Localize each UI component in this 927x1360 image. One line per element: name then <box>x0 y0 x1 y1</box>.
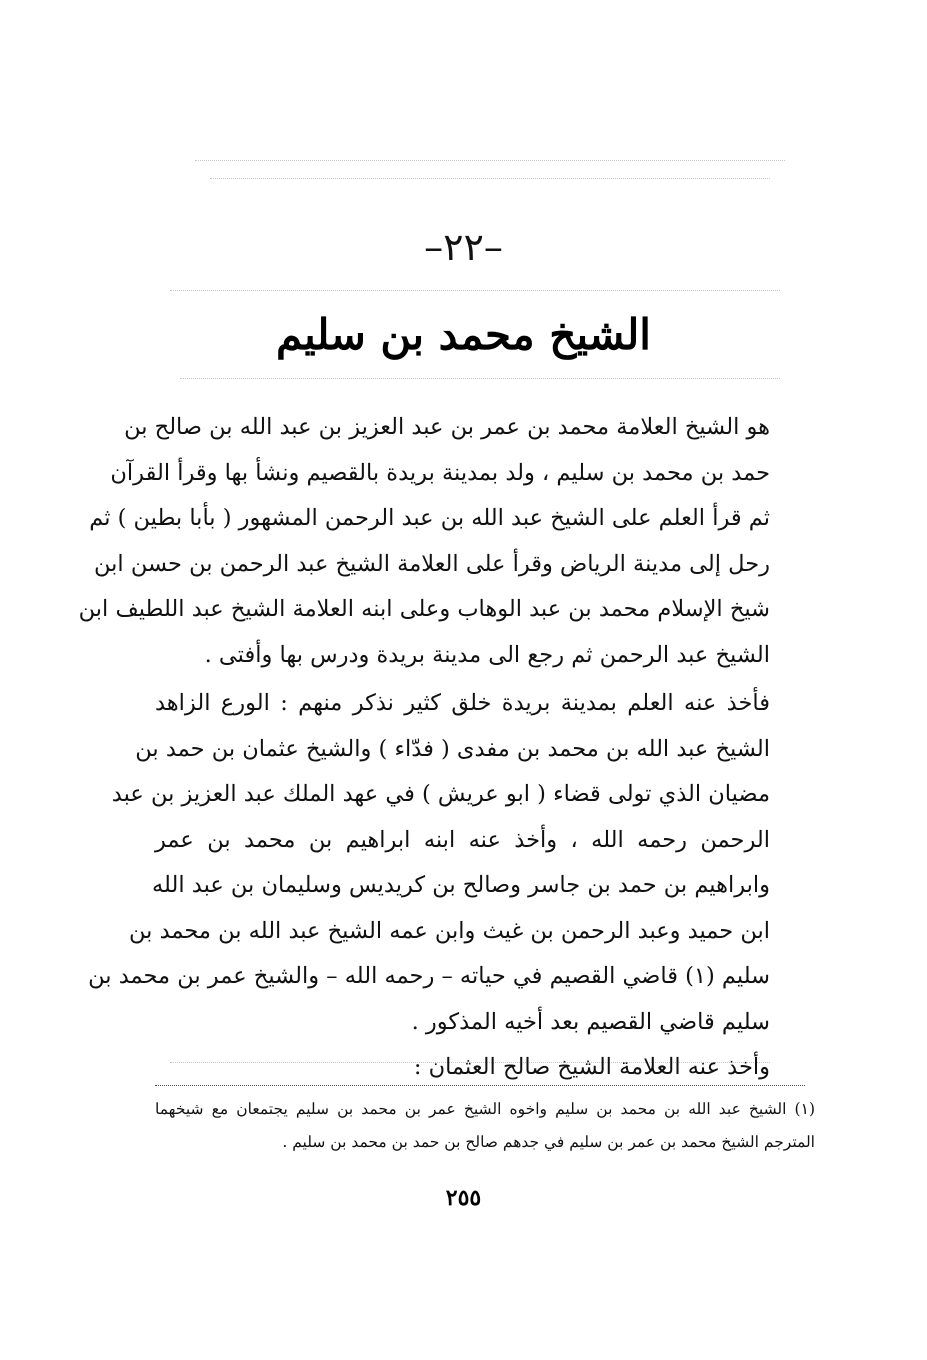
text-line: فأخذ عنه العلم بمدينة بريدة خلق كثير نذكر منهم : الورع الزاهد <box>155 690 770 716</box>
text-line: سليم قاضي القصيم بعد أخيه المذكور . <box>411 1008 770 1035</box>
text-line: حمد بن محمد بن سليم ، ولد بمدينة بريدة بالقصيم ونشأ بها وقرأ القرآن <box>110 459 770 486</box>
page-title: الشيخ محمد بن سليم <box>276 310 651 359</box>
body-text <box>78 405 770 1091</box>
text-line: شيخ الإسلام محمد بن عبد الوهاب وعلى ابنه العلامة الشيخ عبد اللطيف ابن <box>78 596 770 622</box>
scan-noise <box>170 290 780 292</box>
footnote <box>155 1093 815 1159</box>
page-number: ٢٥٥ <box>445 1185 482 1211</box>
footnote-line: المترجم الشيخ محمد بن عمر بن سليم في جدهم صالح بن حمد بن محمد بن سليم . <box>282 1133 815 1151</box>
text-line: ابن حميد وعبد الرحمن بن غيث وابن عمه الشيخ عبد الله بن محمد بن <box>129 917 770 944</box>
text-line: مضيان الذي تولى قضاء ( ابو عريش ) في عهد الملك عبد العزيز بن عبد <box>111 781 770 807</box>
text-line: وابراهيم بن حمد بن جاسر وصالح بن كريديس وسليمان بن عبد الله <box>151 872 770 898</box>
text-line: هو الشيخ العلامة محمد بن عمر بن عبد العزيز بن عبد الله بن صالح بن <box>124 414 770 440</box>
text-line: الرحمن رحمه الله ، وأخذ عنه ابنه ابراهيم بن محمد بن عمر <box>155 826 770 853</box>
text-line: الشيخ عبد الرحمن ثم رجع الى مدينة بريدة ودرس بها وأفتى . <box>204 641 770 668</box>
text-line: سليم (١) قاضي القصيم في حياته – رحمه الله – والشيخ عمر بن محمد بن <box>88 963 770 989</box>
footnote-line: (١) الشيخ عبد الله بن محمد بن سليم واخوه الشيخ عمر بن محمد بن سليم يجتمعان مع شيخهما <box>155 1100 815 1118</box>
text-line: الشيخ عبد الله بن محمد بن مفدى ( فدّاء ) والشيخ عثمان بن حمد بن <box>135 735 770 762</box>
scan-noise <box>180 378 780 380</box>
scan-noise <box>210 178 770 180</box>
text-line: وأخذ عنه العلامة الشيخ صالح العثمان : <box>413 1054 770 1080</box>
section-number: –٢٢– <box>424 225 503 269</box>
scan-noise <box>195 160 785 162</box>
footnote-divider <box>155 1085 805 1086</box>
text-line: رحل إلى مدينة الرياض وقرأ على العلامة الشيخ عبد الرحمن بن حسن ابن <box>94 550 770 577</box>
text-line: ثم قرأ العلم على الشيخ عبد الله بن عبد الرحمن المشهور ( بأبا بطين ) ثم <box>89 505 770 531</box>
